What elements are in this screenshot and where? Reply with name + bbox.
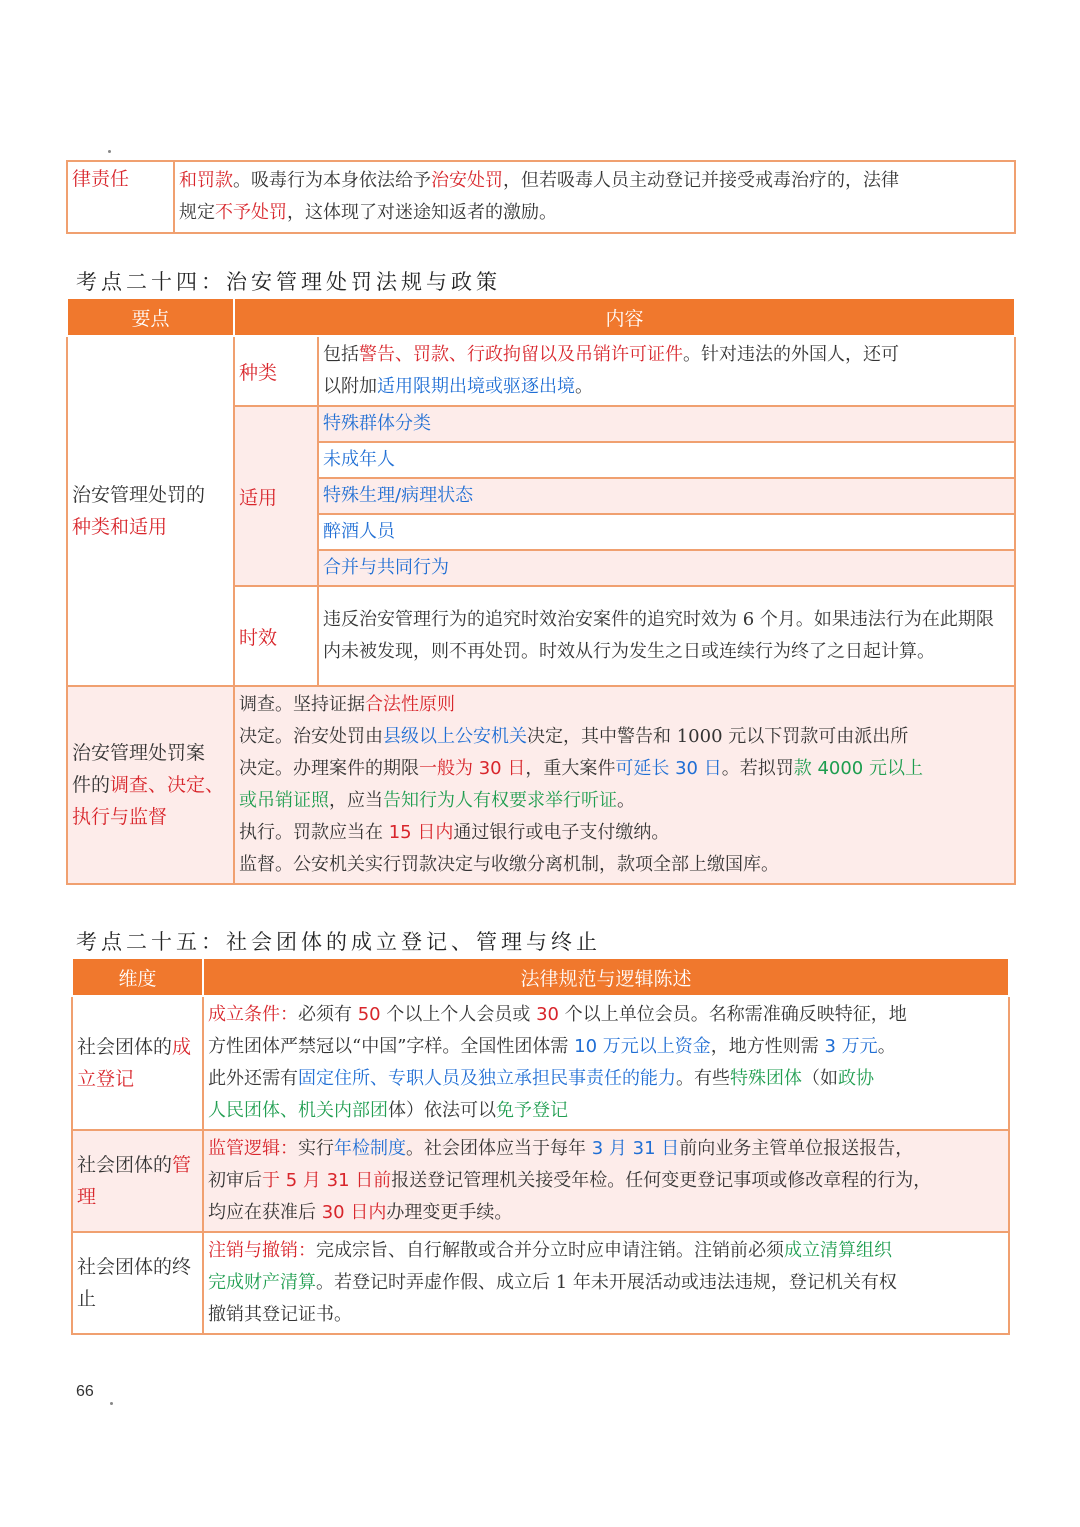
label-apply: 适用 [234,406,318,586]
limit-content: 违反治安管理行为的追究时效治安案件的追究时效为 6 个月。如果违法行为在此期限内未被发现，则不再处罚。时效从行为发生之日或连续行为终了之日起计算。 [318,586,1015,686]
row-label-registration: 社会团体的成 立登记 [72,996,203,1130]
management-content: 监管逻辑：实行年检制度。社会团体应当于每年 3 月 31 日前向业务主管单位报送报告， 初审后于 5 月 31 日前报送登记管理机关接受年检。任何变更登记事项或修改章程的行为， 均应在获准后 30 日内办理变更手续。 [203,1130,1009,1232]
page-number: 66 [76,1383,94,1400]
section-24-title: 考点二十四：治安管理处罚法规与政策 [76,270,501,294]
top-table [66,160,1016,234]
section-24-table [66,297,1016,885]
apply-item: 未成年人 [318,442,1015,478]
section-25-table [71,957,1010,1335]
apply-item: 合并与共同行为 [318,550,1015,586]
speck [110,1402,113,1405]
kinds-content: 包括警告、罚款、行政拘留以及吊销许可证件。针对违法的外国人，还可 以附加适用限期出境或驱逐出境。 [318,336,1015,406]
termination-content: 注销与撤销：完成宗旨、自行解散或合并分立时应申请注销。注销前必须成立清算组织 完成财产清算。若登记时弄虚作假、成立后 1 年未开展活动或违法违规，登记机关有权 撤销其登记证书。 [203,1232,1009,1334]
speck [108,150,111,153]
row-label-procedure: 治安管理处罚案 件的调查、决定、 执行与监督 [67,686,234,884]
section-25-title: 考点二十五：社会团体的成立登记、管理与终止 [76,930,601,954]
col-header-content: 内容 [234,298,1015,336]
row-label-management: 社会团体的管 理 [72,1130,203,1232]
col-header-points: 要点 [67,298,234,336]
apply-item: 醉酒人员 [318,514,1015,550]
procedure-content: 调查。坚持证据合法性原则 决定。治安处罚由县级以上公安机关决定，其中警告和 1000 元以下罚款可由派出所 决定。办理案件的期限一般为 30 日，重大案件可延长 30 日。若拟罚款 4000 元以上 或吊销证照，应当告知行为人有权要求举行听证。 执行。罚款应当在 15 日内通过银行或电子支付缴纳。 监督。公安机关实行罚款决定与收缴分离机制，款项全部上缴国库。 [234,686,1015,884]
registration-content: 成立条件：必须有 50 个以上个人会员或 30 个以上单位会员。名称需准确反映特征，地 方性团体严禁冠以“中国”字样。全国性团体需 10 万元以上资金，地方性则需 3 万元。 此外还需有固定住所、专职人员及独立承担民事责任的能力。有些特殊团体（如政协 人民团体、机关内部团体）依法可以免予登记 [203,996,1009,1130]
top-label: 律责任 [67,161,174,233]
row-label-kinds-apply: 治安管理处罚的 种类和适用 [67,336,234,686]
row-label-termination: 社会团体的终 止 [72,1232,203,1334]
top-content: 和罚款。吸毒行为本身依法给予治安处罚，但若吸毒人员主动登记并接受戒毒治疗的，法律 规定不予处罚，这体现了对迷途知返者的激励。 [174,161,1015,233]
col-header-dimension: 维度 [72,958,203,996]
col-header-norms: 法律规范与逻辑陈述 [203,958,1009,996]
apply-item: 特殊生理/病理状态 [318,478,1015,514]
label-kinds: 种类 [234,336,318,406]
apply-item: 特殊群体分类 [318,406,1015,442]
label-limit: 时效 [234,586,318,686]
